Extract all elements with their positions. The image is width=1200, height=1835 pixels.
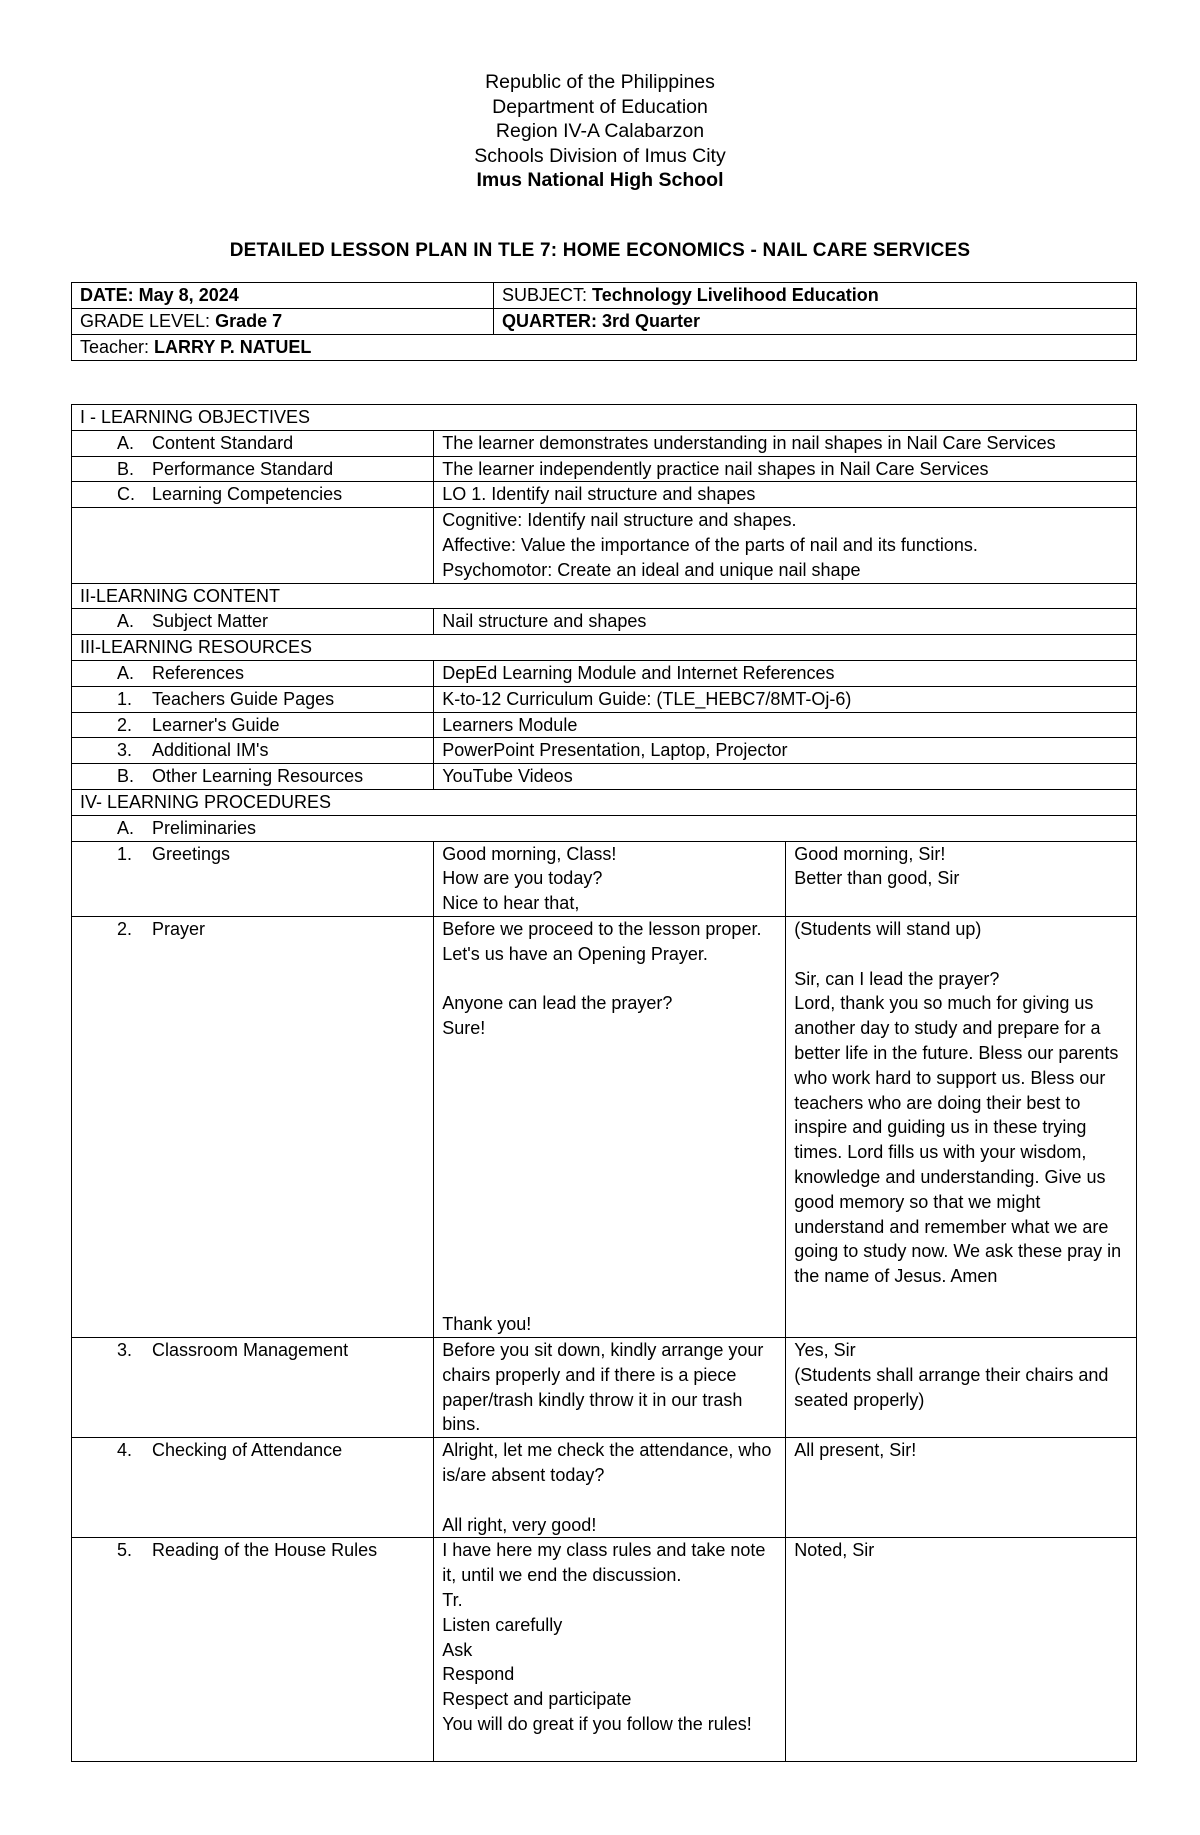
performance-standard-value: The learner independently practice nail shapes in Nail Care Services	[434, 456, 1137, 482]
table-row	[72, 764, 1137, 790]
info-row	[72, 309, 1137, 335]
procedure-row-classroom-management	[72, 1337, 1137, 1437]
empty-cell	[72, 508, 434, 583]
student-prayer-text: Lord, thank you so much for giving us another day to study and prepare for a better life in the future. Bless our parents who work hard to support us. Bless our teachers who are doing their best to inspire and guiding us in these trying times. Lord fills us with your wisdom, knowledge and understanding. Give us good memory so that we might understand and remember what we are going to study now. We ask these pray in the name of Jesus. Amen	[794, 993, 1122, 1287]
lesson-plan-table	[71, 404, 1137, 1762]
row-label: 2. Learner's Guide	[72, 712, 434, 738]
resource-value: PowerPoint Presentation, Laptop, Projector	[434, 738, 1137, 764]
row-label: 1. Teachers Guide Pages	[72, 686, 434, 712]
resource-value: Learners Module	[434, 712, 1137, 738]
procedure-row-greetings	[72, 841, 1137, 916]
domain-objectives-cell	[434, 508, 1137, 583]
procedure-row-prayer	[72, 916, 1137, 1337]
quarter-cell: QUARTER: 3rd Quarter	[494, 309, 1137, 335]
section-heading-content: II-LEARNING CONTENT	[72, 583, 1137, 609]
document-title: DETAILED LESSON PLAN IN TLE 7: HOME ECONOMICS - NAIL CARE SERVICES	[229, 240, 971, 261]
header-line-republic: Republic of the Philippines	[485, 71, 715, 93]
section-heading-row	[72, 583, 1137, 609]
teacher-activity: Before we proceed to the lesson proper. Let's us have an Opening Prayer. Anyone can lead the prayer? Sure! Thank you!	[434, 916, 786, 1337]
table-row	[72, 430, 1137, 456]
row-label: 3. Additional IM's	[72, 738, 434, 764]
table-row	[72, 686, 1137, 712]
row-label: B. Other Learning Resources	[72, 764, 434, 790]
row-label: A. Preliminaries	[72, 815, 1137, 841]
section-heading-row	[72, 635, 1137, 661]
info-row	[72, 283, 1137, 309]
grade-value: Grade 7	[215, 311, 283, 331]
teacher-value: LARRY P. NATUEL	[154, 337, 312, 357]
resource-value: DepEd Learning Module and Internet References	[434, 660, 1137, 686]
table-row	[72, 609, 1137, 635]
header-school-name: Imus National High School	[476, 169, 724, 191]
student-activity: (Students will stand up) Sir, can I lead the prayer? Lord, thank you so much for giving us another day to study and prepare for a better life in the future. Bless our parents who work hard to support us. Bless our teachers who are doing their best to inspire and guiding us in these trying times. Lord fills us with your wisdom, knowledge and understanding. Give us good memory so that we might understand and remember what we are going to study now. We ask these pray in the name of Jesus. Amen	[786, 916, 1137, 1337]
teacher-activity: Before you sit down, kindly arrange your chairs properly and if there is a piece paper/trash kindly throw it in our trash bins.	[434, 1337, 786, 1437]
section-heading-row	[72, 405, 1137, 431]
row-label: 1. Greetings	[72, 841, 434, 916]
table-row	[72, 456, 1137, 482]
teacher-activity: Alright, let me check the attendance, who is/are absent today? All right, very good!	[434, 1438, 786, 1538]
row-label: C. Learning Competencies	[72, 482, 434, 508]
row-label: 3. Classroom Management	[72, 1337, 434, 1437]
table-row	[72, 508, 1137, 583]
info-row	[72, 335, 1137, 361]
table-row	[72, 482, 1137, 508]
document-header	[0, 70, 1200, 193]
student-activity: Noted, Sir	[786, 1538, 1137, 1761]
row-label: 4. Checking of Attendance	[72, 1438, 434, 1538]
content-standard-value: The learner demonstrates understanding in nail shapes in Nail Care Services	[434, 430, 1137, 456]
info-table	[71, 282, 1137, 361]
row-label: B. Performance Standard	[72, 456, 434, 482]
procedure-row-attendance	[72, 1438, 1137, 1538]
student-activity: Yes, Sir (Students shall arrange their chairs and seated properly)	[786, 1337, 1137, 1437]
row-label: A. References	[72, 660, 434, 686]
section-heading-objectives: I - LEARNING OBJECTIVES	[72, 405, 1137, 431]
resource-value: YouTube Videos	[434, 764, 1137, 790]
teacher-activity: Good morning, Class! How are you today? Nice to hear that,	[434, 841, 786, 916]
teacher-label: Teacher:	[80, 337, 155, 357]
teacher-cell	[72, 335, 1137, 361]
psychomotor-objective: Psychomotor: Create an ideal and unique nail shape	[442, 559, 861, 580]
table-row	[72, 660, 1137, 686]
student-activity: Good morning, Sir! Better than good, Sir	[786, 841, 1137, 916]
row-label: A. Content Standard	[72, 430, 434, 456]
date-cell: DATE: May 8, 2024	[72, 283, 494, 309]
affective-objective: Affective: Value the importance of the parts of nail and its functions.	[442, 534, 978, 555]
table-row	[72, 815, 1137, 841]
subject-label: SUBJECT:	[502, 285, 593, 305]
table-row	[72, 738, 1137, 764]
header-line-department: Department of Education	[492, 95, 708, 118]
section-heading-row	[72, 789, 1137, 815]
row-label: A. Subject Matter	[72, 609, 434, 635]
section-heading-resources: III-LEARNING RESOURCES	[72, 635, 1137, 661]
student-activity: All present, Sir!	[786, 1438, 1137, 1538]
row-label: 2. Prayer	[72, 916, 434, 1337]
subject-matter-value: Nail structure and shapes	[434, 609, 1137, 635]
teacher-activity: I have here my class rules and take note it, until we end the discussion. Tr. Listen carefully Ask Respond Respect and participate You will do great if you follow the rules!	[434, 1538, 786, 1761]
header-line-region: Region IV-A Calabarzon	[495, 120, 705, 142]
table-row	[72, 712, 1137, 738]
row-label: 5. Reading of the House Rules	[72, 1538, 434, 1761]
resource-value: K-to-12 Curriculum Guide: (TLE_HEBC7/8MT-Oj-6)	[434, 686, 1137, 712]
learning-competencies-value: LO 1. Identify nail structure and shapes	[434, 482, 1137, 508]
procedure-row-house-rules	[72, 1538, 1137, 1761]
subject-cell	[494, 283, 1137, 309]
section-heading-procedures: IV- LEARNING PROCEDURES	[72, 789, 1137, 815]
subject-value: Technology Livelihood Education	[592, 285, 879, 305]
grade-level-cell	[72, 309, 494, 335]
grade-label: GRADE LEVEL:	[80, 311, 216, 331]
header-line-division: Schools Division of Imus City	[474, 144, 726, 167]
cognitive-objective: Cognitive: Identify nail structure and shapes.	[442, 510, 797, 531]
